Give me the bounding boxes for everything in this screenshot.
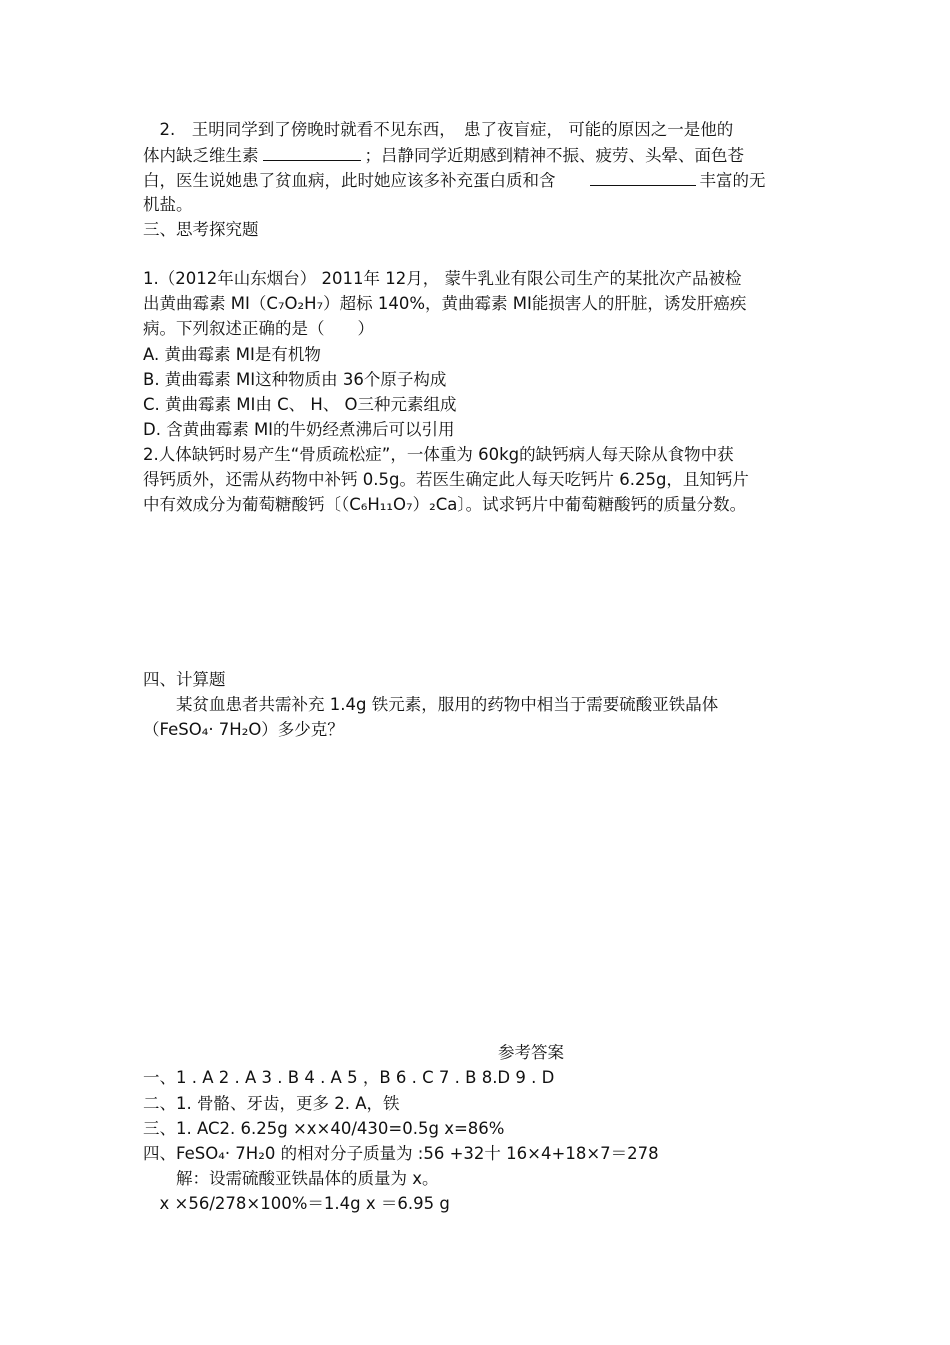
fill-q2-line3a: 白，医生说她患了贫血病，此时她应该多补充蛋白质和含	[143, 171, 556, 190]
fill-q2-line3	[143, 168, 766, 193]
fill-q2-line2	[143, 143, 744, 168]
answer-line-6: x ×56/278×100%＝1.4g x ＝6.95 g	[143, 1194, 450, 1213]
s4-line2: （FeSO₄· 7H₂O）多少克？	[143, 720, 344, 739]
option-c: C. 黄曲霉素 MI由 C、 H、 O三种元素组成	[143, 395, 457, 414]
fill-q2-line1: 2. 王明同学到了傍晚时就看不见东西， 患了夜盲症， 可能的原因之一是他的	[143, 120, 734, 139]
option-a: A. 黄曲霉素 MI是有机物	[143, 345, 321, 364]
answers-heading: 参考答案	[498, 1043, 564, 1062]
s3-q2-line1: 2.人体缺钙时易产生“骨质疏松症”，一体重为 60kg的缺钙病人每天除从食物中获	[143, 445, 734, 464]
option-d: D. 含黄曲霉素 MI的牛奶经煮沸后可以引用	[143, 420, 455, 439]
answer-blank-vitamin[interactable]	[263, 143, 361, 161]
fill-q2-line2a: 体内缺乏维生素	[143, 146, 259, 165]
answer-line-1: 一、1 . A 2 . A 3 . B 4 . A 5 ，B 6 . C 7 . B 8.D 9 . D	[143, 1068, 555, 1087]
answer-blank-mineral[interactable]	[590, 168, 696, 186]
answer-line-4: 四、FeSO₄· 7H₂0 的相对分子质量为 :56 +32十 16×4+18×7＝278	[143, 1144, 659, 1163]
s4-line1: 某贫血患者共需补充 1.4g 铁元素，服用的药物中相当于需要硫酸亚铁晶体	[143, 695, 719, 714]
s3-q1-line2: 出黄曲霉素 MI（C₇O₂H₇）超标 140%，黄曲霉素 MI能损害人的肝脏，诱发肝癌疾	[143, 294, 747, 313]
section3-heading: 三、思考探究题	[143, 220, 259, 239]
answer-line-3: 三、1. AC2. 6.25g ×x×40/430=0.5g x=86%	[143, 1119, 505, 1138]
fill-q2-line3b: 丰富的无	[699, 171, 766, 190]
fill-q2-line2b: ；吕静同学近期感到精神不振、疲劳、头晕、面色苍	[364, 146, 744, 165]
option-b: B. 黄曲霉素 MI这种物质由 36个原子构成	[143, 370, 447, 389]
s3-q1-line3: 病。下列叙述正确的是（ ）	[143, 319, 374, 338]
answer-line-5: 解：设需硫酸亚铁晶体的质量为 x。	[143, 1169, 439, 1188]
s3-q2-line2: 得钙质外，还需从药物中补钙 0.5g。若医生确定此人每天吃钙片 6.25g，且知钙片	[143, 470, 749, 489]
s3-q2-line3: 中有效成分为葡萄糖酸钙〔（C₆H₁₁O₇）₂Ca〕。试求钙片中葡萄糖酸钙的质量分数。	[143, 495, 747, 514]
fill-q2-line4: 机盐。	[143, 195, 193, 214]
answer-line-2: 二、1. 骨骼、牙齿，更多 2. A，铁	[143, 1094, 400, 1113]
section4-heading: 四、计算题	[143, 670, 226, 689]
s3-q1-line1: 1.（2012年山东烟台） 2011年 12月， 蒙牛乳业有限公司生产的某批次产品被检	[143, 269, 742, 288]
